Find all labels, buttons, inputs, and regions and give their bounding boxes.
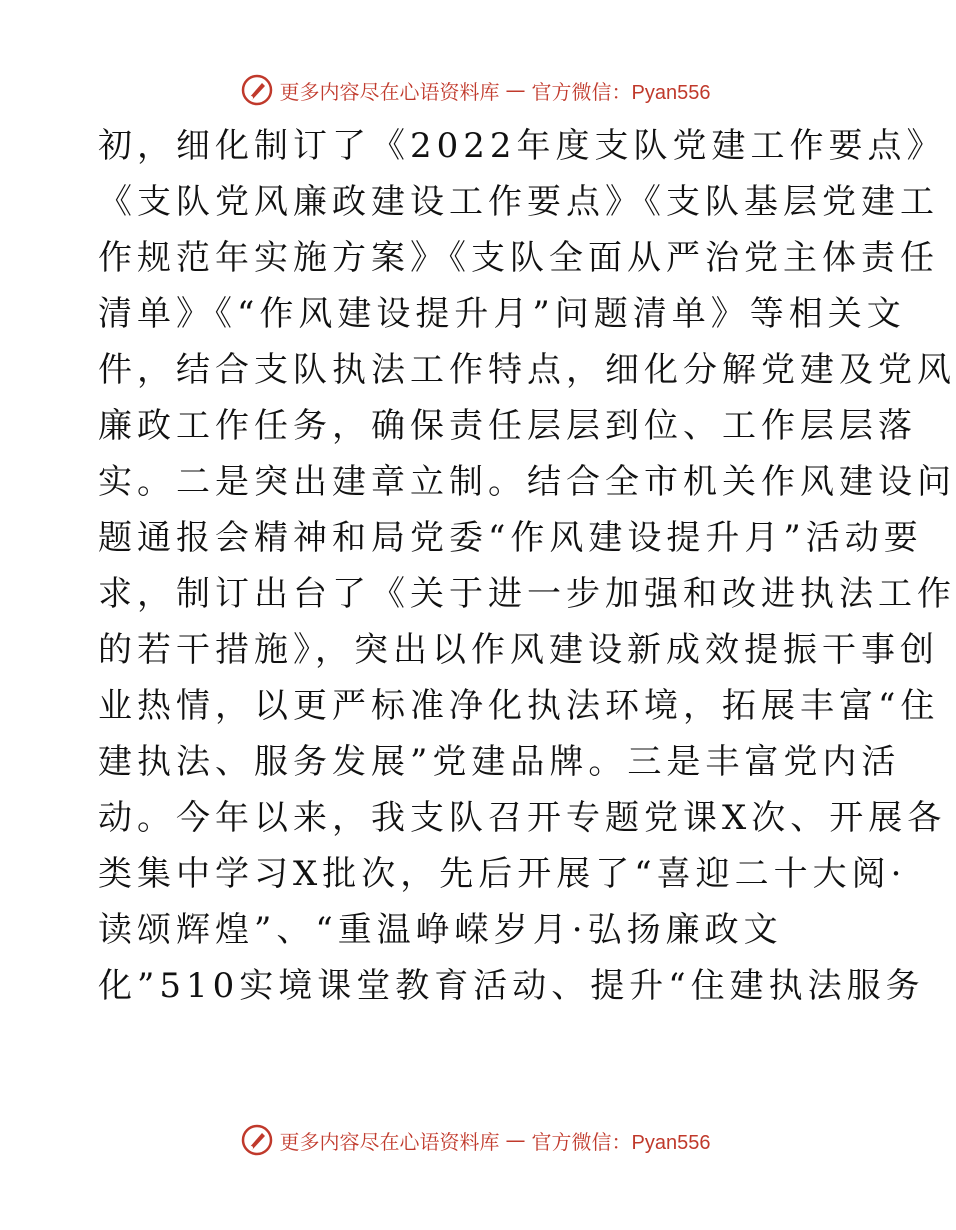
body-line: 清单》《“作风建设提升月”问题清单》等相关文: [98, 294, 906, 334]
body-line: 业热情，以更严标准净化执法环境，拓展丰富“住: [98, 686, 940, 726]
body-line: 的若干措施》，突出以作风建设新成效提振干事创: [98, 630, 939, 670]
watermark-contact-text: 官方微信：Pyan556: [531, 81, 711, 104]
body-line: 《支队党风廉政建设工作要点》《支队基层党建工: [98, 182, 939, 222]
body-line: 读颂辉煌”、“重温峥嵘岁月·弘扬廉政文: [98, 910, 783, 950]
body-line: 作规范年实施方案》《支队全面从严治党主体责任: [98, 238, 939, 278]
watermark-site-text: 更多内容尽在心语资料库: [279, 1129, 500, 1154]
watermark-site-text: 更多内容尽在心语资料库: [279, 79, 500, 104]
body-line: 题通报会精神和局党委“作风建设提升月”活动要: [98, 518, 923, 558]
body-line: 类集中学习X批次，先后开展了“喜迎二十大阅·: [98, 854, 907, 894]
pen-logo-icon: [240, 1123, 274, 1157]
body-line: 廉政工作任务，确保责任层层到位、工作层层落: [98, 406, 917, 446]
footer-watermark: [0, 1120, 950, 1160]
document-body: [98, 118, 956, 1014]
watermark-contact-text: 官方微信：Pyan556: [531, 1131, 711, 1154]
header-watermark: [0, 70, 950, 110]
pen-logo-icon: [240, 73, 274, 107]
watermark-separator: —: [505, 1128, 526, 1152]
body-line: 初，细化制订了《2022年度支队党建工作要点》: [98, 126, 946, 166]
body-line: 求，制订出台了《关于进一步加强和改进执法工作: [98, 574, 956, 614]
watermark-separator: —: [505, 78, 526, 102]
body-line: 建执法、服务发展”党建品牌。三是丰富党内活: [98, 742, 901, 782]
body-line: 实。二是突出建章立制。结合全市机关作风建设问: [98, 462, 956, 502]
body-line: 动。今年以来，我支队召开专题党课X次、开展各: [98, 798, 947, 838]
body-line: 件，结合支队执法工作特点，细化分解党建及党风: [98, 350, 956, 390]
body-line: 化”510实境课堂教育活动、提升“住建执法服务: [98, 966, 925, 1006]
